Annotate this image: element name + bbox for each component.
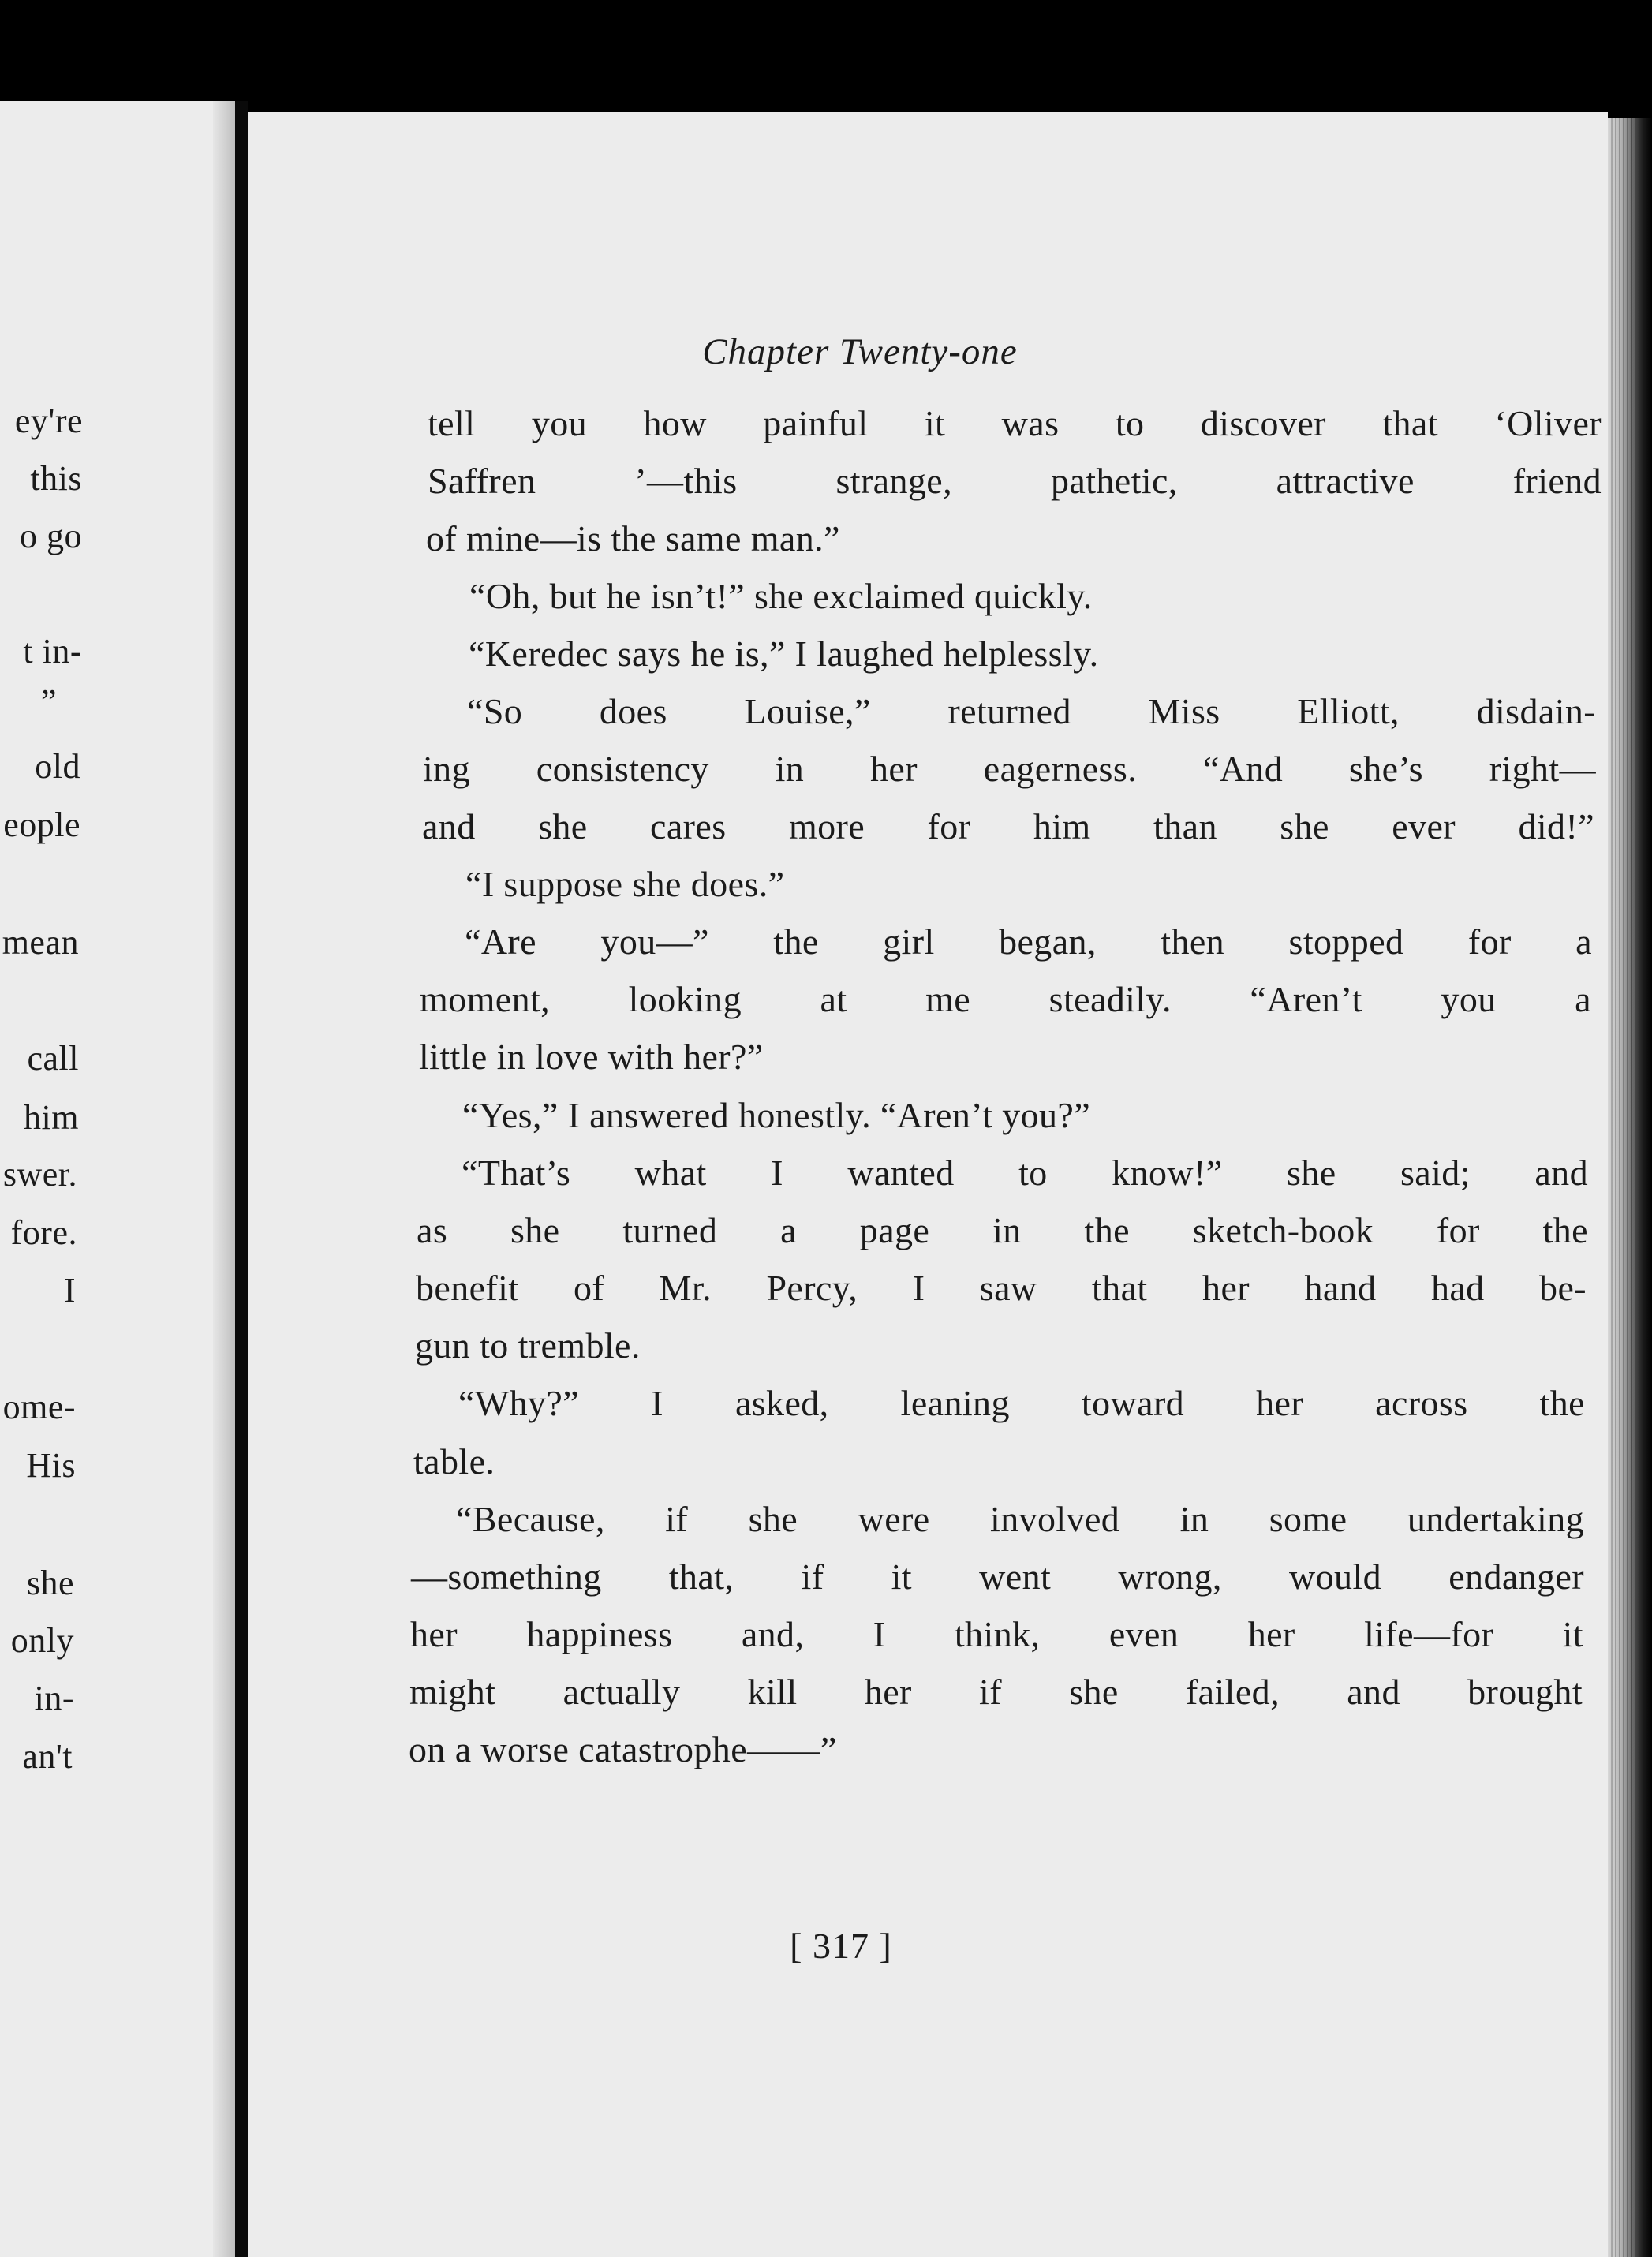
left-fragment: t in- xyxy=(23,632,82,671)
text-line: table. xyxy=(413,1441,495,1482)
text-line: “Yes,” I answered honestly. “Aren’t you?” xyxy=(462,1095,1091,1135)
running-head: Chapter Twenty-one xyxy=(702,331,1018,372)
text-line: her happiness and, I think, even her life—for it xyxy=(410,1614,1583,1654)
text-line: “Why?” I asked, leaning toward her across the xyxy=(458,1383,1585,1423)
text-line: might actually kill her if she failed, and brought xyxy=(409,1672,1583,1712)
page-edge-stack xyxy=(1608,118,1652,2257)
text-line: gun to tremble. xyxy=(415,1325,641,1366)
left-fragment: fore. xyxy=(10,1213,77,1252)
text-line: “Oh, but he isn’t!” she exclaimed quickly. xyxy=(469,576,1093,616)
left-fragment: in- xyxy=(34,1679,74,1717)
left-fragment: His xyxy=(26,1446,76,1485)
page-number: [ 317 ] xyxy=(790,1926,892,1966)
left-fragment: only xyxy=(10,1621,74,1660)
text-line: as she turned a page in the sketch-book for the xyxy=(417,1210,1588,1250)
left-fragment: swer. xyxy=(2,1155,77,1194)
left-fragment: call xyxy=(27,1039,79,1078)
text-line: “Keredec says he is,” I laughed helplessly. xyxy=(469,633,1099,674)
left-fragment: ome- xyxy=(2,1388,76,1426)
left-fragment: I xyxy=(63,1271,76,1310)
text-line: of mine—is the same man.” xyxy=(426,518,840,559)
left-fragment: ” xyxy=(40,682,57,721)
text-line: Saffren ’—this strange, pathetic, attractive friend xyxy=(428,461,1602,501)
left-fragment: o go xyxy=(20,517,82,555)
left-fragment: she xyxy=(26,1564,74,1602)
left-fragment: old xyxy=(35,747,80,786)
left-fragment: eople xyxy=(3,805,80,844)
text-line: —something that, if it went wrong, would endanger xyxy=(411,1556,1584,1597)
text-line: little in love with her?” xyxy=(419,1037,764,1077)
scan-top-border xyxy=(0,0,1652,118)
left-fragment: this xyxy=(30,459,82,498)
text-line: moment, looking at me steadily. “Aren’t you a xyxy=(420,979,1591,1019)
text-line: benefit of Mr. Percy, I saw that her hand had be- xyxy=(416,1268,1587,1308)
left-fragment: him xyxy=(24,1098,79,1137)
text-line: “Because, if she were involved in some undertaking xyxy=(456,1499,1584,1539)
text-line: on a worse catastrophe——” xyxy=(409,1729,837,1769)
text-line: and she cares more for him than she ever did!” xyxy=(422,806,1594,846)
left-fragment: an't xyxy=(22,1737,73,1776)
text-line: “Are you—” the girl began, then stopped for a xyxy=(465,921,1592,962)
text-line: tell you how painful it was to discover that ‘Oliver xyxy=(428,403,1602,443)
text-line: ing consistency in her eagerness. “And she’s right— xyxy=(423,749,1596,789)
left-fragment: mean xyxy=(2,923,79,962)
page-edge-lines xyxy=(1611,118,1635,2257)
text-line: “That’s what I wanted to know!” she said; and xyxy=(462,1153,1588,1193)
right-page xyxy=(248,112,1608,2257)
text-line: “So does Louise,” returned Miss Elliott, disdain- xyxy=(467,691,1596,731)
text-line: “I suppose she does.” xyxy=(465,864,785,904)
left-fragment: ey're xyxy=(14,402,83,440)
